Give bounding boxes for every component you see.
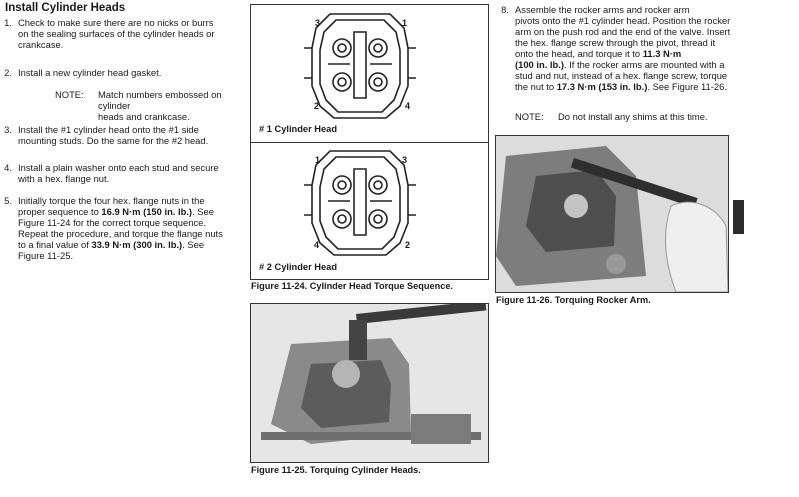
figure-divider [250,142,489,143]
step-line: onto the head, and torque it to 11.3 N·m [515,48,682,59]
step-line: Install the #1 cylinder head onto the #1 side [18,124,199,135]
torque-seq-number: 3 [402,155,408,165]
note-line: Match numbers embossed on cylinder [98,89,222,111]
step-line: stud and nut, instead of a hex. flange screw, torque [515,70,728,81]
step-1 [0,17,240,51]
torque-seq-number: 2 [405,240,411,250]
torquing-cylinder-heads-photo [251,304,488,462]
cylinder-head-2-label: # 2 Cylinder Head [259,262,338,272]
torque-seq-number: 4 [405,101,411,111]
step-3 [0,124,240,148]
torquing-rocker-arm-photo [496,136,728,292]
step-line: mounting studs. Do the same for the #2 head. [18,135,209,146]
note-match-numbers [55,89,245,122]
step-line: Figure 11-24 for the correct torque sequence. [18,217,206,228]
torque-seq-number: 4 [314,240,320,250]
figure-11-26-caption: Figure 11-26. Torquing Rocker Arm. [496,295,651,305]
note-no-shims [515,111,735,123]
step-line: with a hex. flange nut. [18,173,110,184]
torque-seq-number: 2 [314,101,320,111]
step-line: arm on the push rod and the end of the valve. Insert [515,26,731,37]
step-2 [0,67,240,79]
note-label: NOTE: [515,111,544,122]
section-tab-marker [733,200,744,234]
step-number: 5. [4,195,12,206]
step-number: 3. [4,124,12,135]
step-line: Figure 11-25. [18,250,74,261]
figure-11-25-frame [250,303,489,463]
step-line: Assemble the rocker arms and rocker arm [515,4,690,15]
figure-11-26-frame [495,135,729,293]
step-line: pivots onto the #1 cylinder head. Position the rocker [515,15,731,26]
step-4 [0,162,240,186]
step-line: the nut to 17.3 N·m (153 in. lb.). See Figure 11-26. [515,81,727,92]
step-5 [0,195,240,263]
torque-seq-number: 3 [315,18,321,28]
step-line: crankcase. [18,39,64,50]
step-line: proper sequence to 16.9 N·m (150 in. lb.). See [18,206,214,217]
torque-seq-number: 1 [402,18,408,28]
step-number: 1. [4,17,12,28]
note-line: heads and crankcase. [98,111,190,122]
step-line: on the sealing surfaces of the cylinder heads or [18,28,215,39]
step-line: the hex. flange screw through the pivot, thread it [515,37,716,48]
step-number: 2. [4,67,12,78]
torque-seq-number: 1 [315,155,321,165]
section-heading: Install Cylinder Heads [5,2,126,14]
step-8 [497,4,737,94]
figure-11-25-caption: Figure 11-25. Torquing Cylinder Heads. [251,465,421,475]
step-number: 4. [4,162,12,173]
cylinder-head-1-label: # 1 Cylinder Head [259,124,338,134]
step-line: Install a new cylinder head gasket. [18,67,162,78]
step-line: Install a plain washer onto each stud and secure [18,162,219,173]
note-text: Do not install any shims at this time. [558,111,708,122]
step-line: Check to make sure there are no nicks or burrs [18,17,214,28]
note-label: NOTE: [55,89,84,100]
figure-11-24-caption: Figure 11-24. Cylinder Head Torque Sequence. [251,281,454,291]
step-line: Initially torque the four hex. flange nuts in the [18,195,205,206]
step-line: Repeat the procedure, and torque the flange nuts [18,228,223,239]
step-line: to a final value of 33.9 N·m (300 in. lb.). See [18,239,205,250]
step-number: 8. [501,4,509,15]
step-line: (100 in. lb.). If the rocker arms are mounted with a [515,59,725,70]
